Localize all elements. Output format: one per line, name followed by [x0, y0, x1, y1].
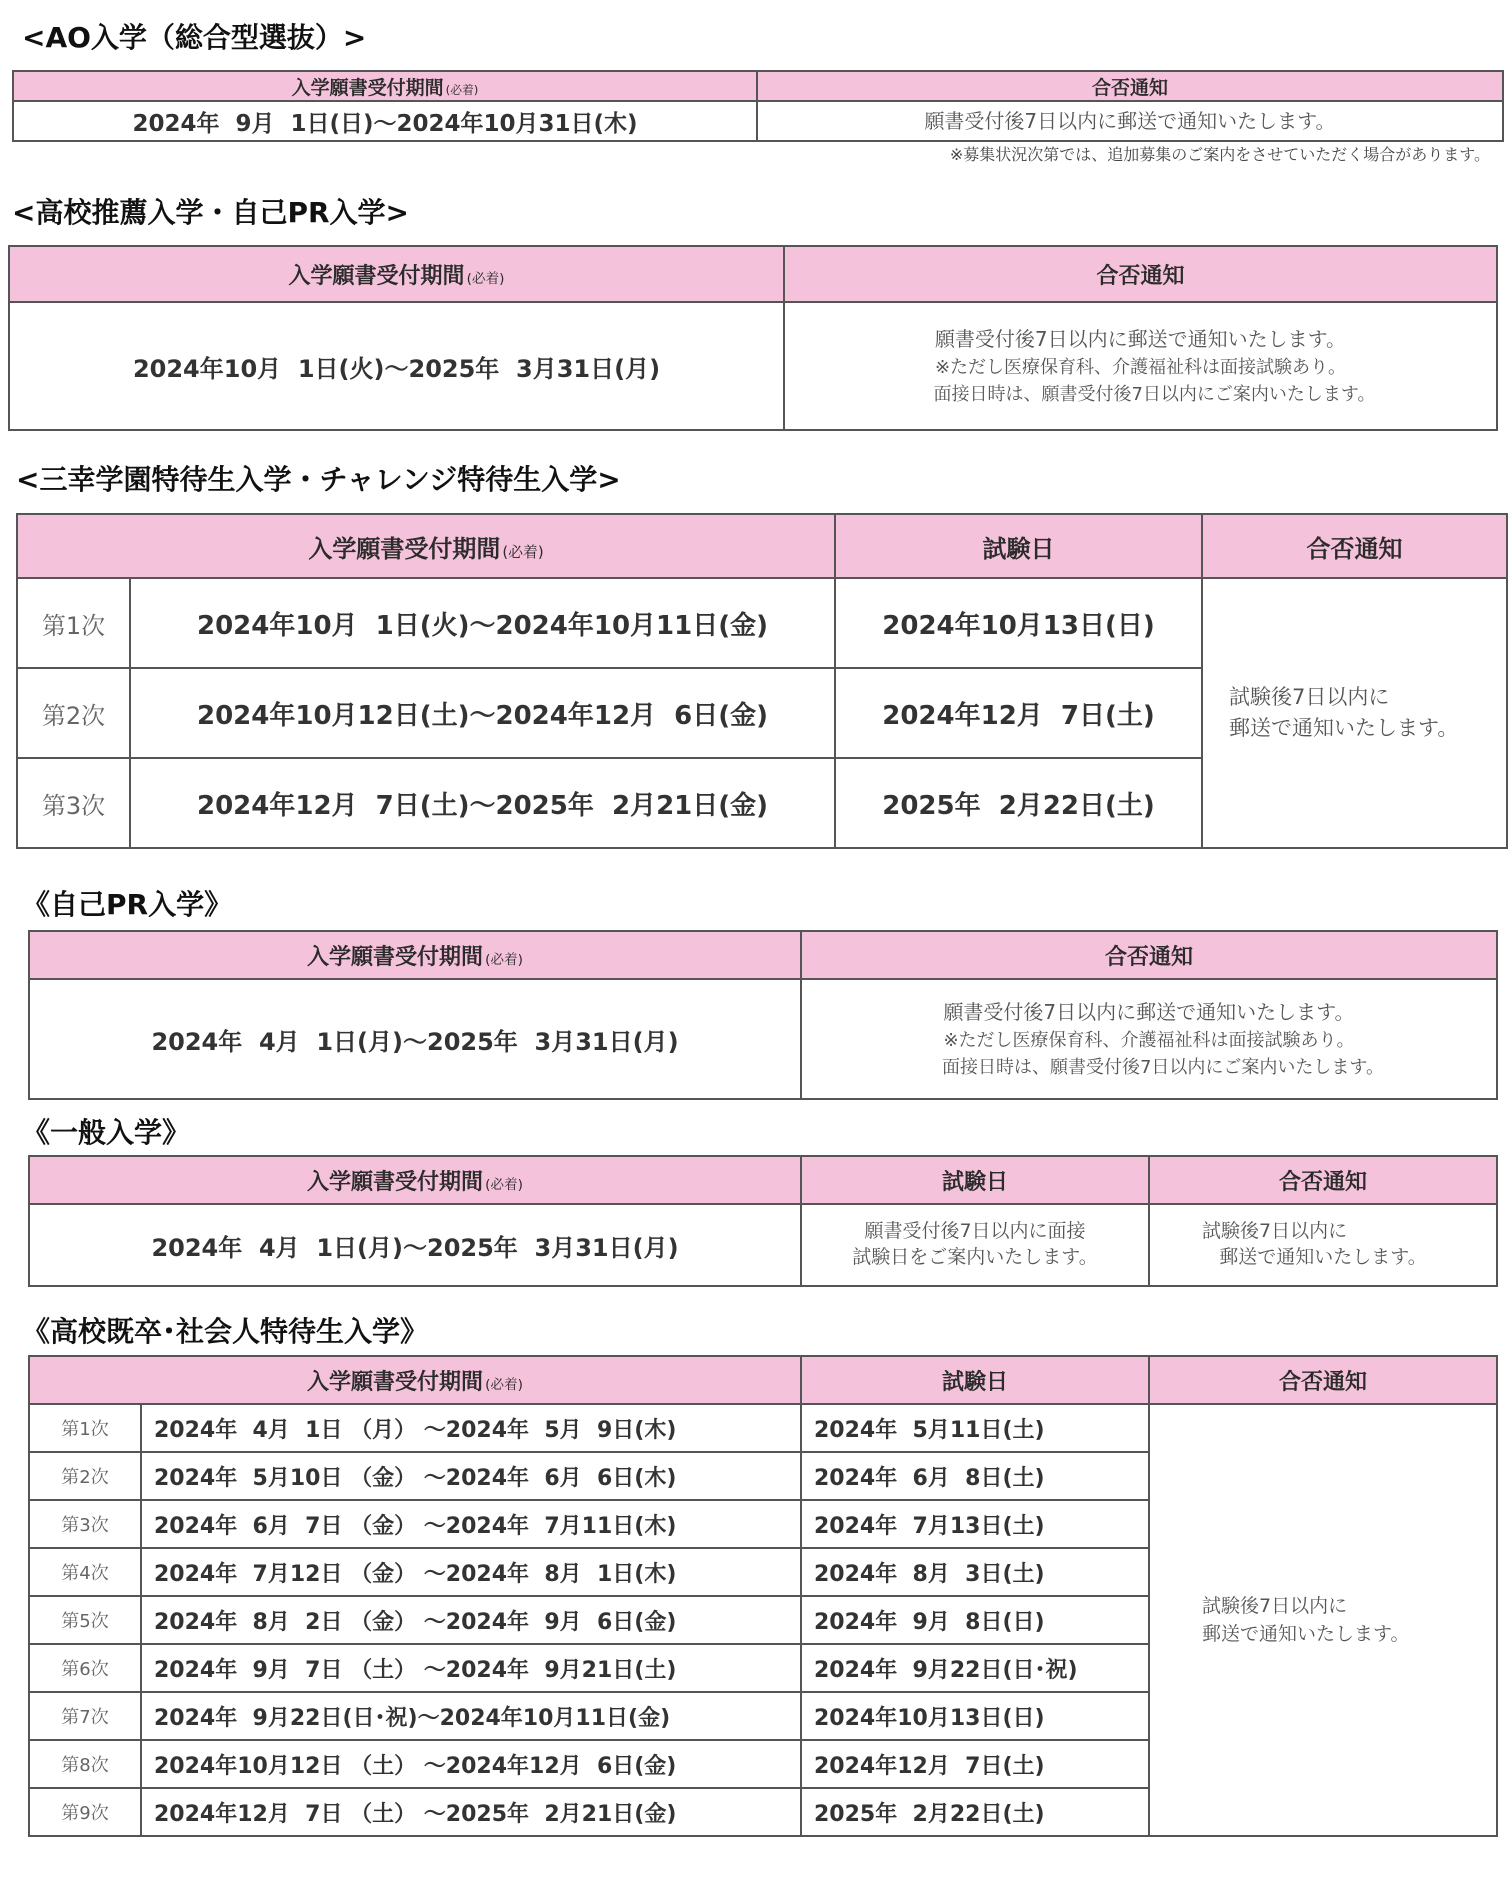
general-exam: [801, 1204, 1149, 1286]
sanko-title: <三幸学園特待生入学・チャレンジ特待生入学>: [16, 463, 621, 496]
exam-line: 試験日をご案内いたします。: [852, 1246, 1098, 1268]
round-exam: 2025年 2月22日(土): [801, 1788, 1149, 1836]
result-line: 試験後7日以内に: [1202, 1594, 1348, 1617]
sanko-result: [1202, 578, 1507, 848]
round-label: 第8次: [29, 1740, 141, 1788]
school-rec-table: [8, 245, 1498, 431]
note-line: ※ただし医療保育科、介護福祉科は面接試験あり。: [934, 357, 1347, 378]
round-label: 第2次: [17, 668, 130, 758]
graduate-result: [1149, 1404, 1497, 1836]
round-exam: 2024年 5月11日(土): [801, 1404, 1149, 1452]
self-pr-table: [28, 930, 1498, 1100]
round-exam: 2024年12月 7日(土): [801, 1740, 1149, 1788]
result-line: 郵送で通知いたします。: [1202, 1623, 1410, 1645]
round-label: 第3次: [29, 1500, 141, 1548]
round-period: 2024年12月 7日(土)～2025年 2月21日(金): [130, 758, 835, 848]
round-exam: 2024年 9月 8日(日): [801, 1596, 1149, 1644]
general-table: [28, 1155, 1498, 1287]
self-pr-period: 2024年 4月 1日(月)～2025年 3月31日(月): [29, 979, 801, 1099]
table-row: [17, 578, 1507, 668]
period-header: 入学願書受付期間 (必着): [17, 514, 835, 578]
result-header: 合否通知: [1149, 1356, 1497, 1404]
result-header: 合否通知: [1149, 1156, 1497, 1204]
round-period: 2024年10月12日(土)～2024年12月 6日(金): [130, 668, 835, 758]
round-label: 第1次: [29, 1404, 141, 1452]
period-header: 入学願書受付期間 (必着): [9, 246, 784, 302]
ao-footnote: ※募集状況次第では、追加募集のご案内をさせていただく場合があります。: [949, 145, 1490, 164]
round-exam: 2024年10月13日(日): [801, 1692, 1149, 1740]
exam-header: 試験日: [801, 1156, 1149, 1204]
round-exam: 2025年 2月22日(土): [835, 758, 1202, 848]
round-period: 2024年 5月10日 （金） ～2024年 6月 6日(木): [141, 1452, 801, 1500]
round-label: 第1次: [17, 578, 130, 668]
round-exam: 2024年12月 7日(土): [835, 668, 1202, 758]
round-exam: 2024年 9月22日(日･祝): [801, 1644, 1149, 1692]
school-rec-note: [784, 302, 1497, 430]
result-line: 郵送で通知いたします。: [1229, 716, 1459, 740]
round-exam: 2024年 6月 8日(土): [801, 1452, 1149, 1500]
school-rec-title: <高校推薦入学・自己PR入学>: [12, 196, 410, 229]
result-header: 合否通知: [801, 931, 1497, 979]
general-period: 2024年 4月 1日(月)～2025年 3月31日(月): [29, 1204, 801, 1286]
ao-result: 願書受付後7日以内に郵送で通知いたします。: [757, 101, 1503, 141]
round-period: 2024年10月12日 （土） ～2024年12月 6日(金): [141, 1740, 801, 1788]
result-line: 試験後7日以内に: [1202, 1220, 1348, 1243]
round-period: 2024年12月 7日 （土） ～2025年 2月21日(金): [141, 1788, 801, 1836]
round-label: 第6次: [29, 1644, 141, 1692]
graduate-table: [28, 1355, 1498, 1837]
round-label: 第5次: [29, 1596, 141, 1644]
exam-header: 試験日: [801, 1356, 1149, 1404]
self-pr-note: [801, 979, 1497, 1099]
period-header: 入学願書受付期間 (必着): [29, 1356, 801, 1404]
round-period: 2024年 4月 1日 （月） ～2024年 5月 9日(木): [141, 1404, 801, 1452]
result-line: 試験後7日以内に: [1229, 684, 1390, 709]
result-line: 郵送で通知いたします。: [1219, 1246, 1427, 1268]
result-header: 合否通知: [784, 246, 1497, 302]
general-result: [1149, 1204, 1497, 1286]
period-header: 入学願書受付期間 (必着): [29, 1156, 801, 1204]
round-period: 2024年 9月 7日 （土） ～2024年 9月21日(土): [141, 1644, 801, 1692]
general-title: 《一般入学》: [22, 1116, 191, 1149]
ao-title: <AO入学（総合型選抜）>: [22, 21, 367, 54]
result-header: 合否通知: [757, 71, 1503, 101]
exam-line: 願書受付後7日以内に面接: [864, 1220, 1086, 1243]
school-rec-period: 2024年10月 1日(火)～2025年 3月31日(月): [9, 302, 784, 430]
ao-table: [12, 70, 1504, 142]
round-exam: 2024年 8月 3日(土): [801, 1548, 1149, 1596]
round-period: 2024年 7月12日 （金） ～2024年 8月 1日(木): [141, 1548, 801, 1596]
round-exam: 2024年 7月13日(土): [801, 1500, 1149, 1548]
ao-period: 2024年 9月 1日(日)～2024年10月31日(木): [13, 101, 757, 141]
note-line: 願書受付後7日以内に郵送で通知いたします。: [934, 327, 1347, 351]
note-line: 面接日時は、願書受付後7日以内にご案内いたします。: [941, 1057, 1384, 1078]
round-label: 第2次: [29, 1452, 141, 1500]
round-label: 第7次: [29, 1692, 141, 1740]
note-line: ※ただし医療保育科、介護福祉科は面接試験あり。: [943, 1030, 1355, 1051]
exam-header: 試験日: [835, 514, 1202, 578]
result-header: 合否通知: [1202, 514, 1507, 578]
round-period: 2024年 8月 2日 （金） ～2024年 9月 6日(金): [141, 1596, 801, 1644]
round-exam: 2024年10月13日(日): [835, 578, 1202, 668]
round-label: 第9次: [29, 1788, 141, 1836]
round-period: 2024年 9月22日(日･祝)～2024年10月11日(金): [141, 1692, 801, 1740]
table-row: [29, 1404, 1497, 1452]
round-label: 第3次: [17, 758, 130, 848]
round-period: 2024年 6月 7日 （金） ～2024年 7月11日(木): [141, 1500, 801, 1548]
period-header: 入学願書受付期間 (必着): [13, 71, 757, 101]
sanko-table: [16, 513, 1508, 849]
graduate-title: 《高校既卒･社会人特待生入学》: [22, 1315, 429, 1348]
note-line: 面接日時は、願書受付後7日以内にご案内いたします。: [933, 384, 1376, 405]
note-line: 願書受付後7日以内に郵送で通知いたします。: [943, 1000, 1355, 1024]
round-label: 第4次: [29, 1548, 141, 1596]
period-header: 入学願書受付期間 (必着): [29, 931, 801, 979]
round-period: 2024年10月 1日(火)～2024年10月11日(金): [130, 578, 835, 668]
self-pr-title: 《自己PR入学》: [22, 888, 233, 921]
